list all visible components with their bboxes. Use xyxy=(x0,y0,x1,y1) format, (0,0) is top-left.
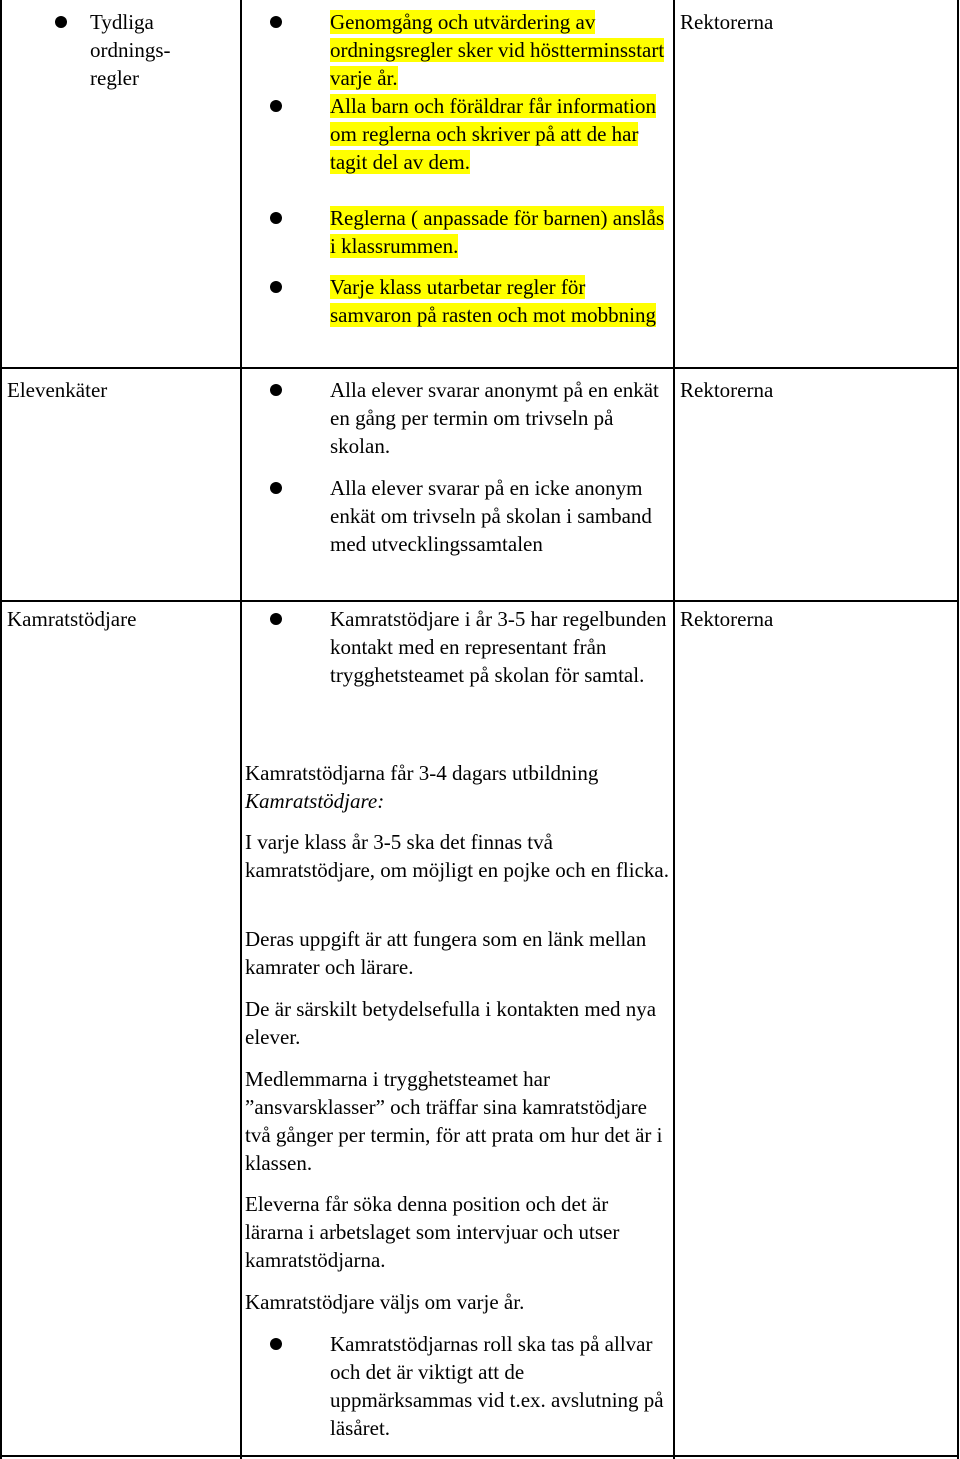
row-label xyxy=(55,8,215,92)
list-item-text: Kamratstödjarnas roll ska tas på allvar och det är viktigt att de uppmärksammas vid t.ex. avslutning på läsåret. xyxy=(330,1332,664,1440)
list-item xyxy=(270,1330,670,1442)
list-item xyxy=(270,92,670,176)
paragraph: Kamratstödjare väljs om varje år. xyxy=(245,1290,525,1314)
list-item-text: Kamratstödjare i år 3-5 har regelbunden kontakt med en representant från trygghetsteamet på skolan för samtal. xyxy=(330,607,667,687)
row-label-text: Kamratstödjare xyxy=(7,607,137,631)
bullet-dot xyxy=(270,482,282,494)
bullet-dot xyxy=(55,16,67,28)
bullet-dot xyxy=(270,100,282,112)
table-border-right xyxy=(957,0,959,1459)
list-item-text: Genomgång och utvärdering av ordningsregler sker vid höstterminsstart varje år. xyxy=(330,10,665,90)
list-item xyxy=(270,273,670,329)
list-item xyxy=(270,376,670,460)
paragraph: Eleverna får söka denna position och det är lärarna i arbetslaget som intervjuar och utser kamratstödjarna. xyxy=(245,1192,620,1272)
bullet-dot xyxy=(270,1338,282,1350)
table-border-left xyxy=(0,0,2,1459)
table-border-bottom xyxy=(0,1455,959,1457)
paragraph-italic-text: Kamratstödjare: xyxy=(245,789,385,813)
bullet-dot xyxy=(270,16,282,28)
paragraph: Medlemmarna i trygghetsteamet har ”ansvarsklasser” och träffar sina kamratstödjare två gånger per termin, för att prata om hur det är i klassen. xyxy=(245,1067,663,1175)
paragraph: Deras uppgift är att fungera som en länk mellan kamrater och lärare. xyxy=(245,927,647,979)
row-label-text: Tydliga ordnings-regler xyxy=(90,10,171,90)
list-item xyxy=(270,474,670,558)
bullet-dot xyxy=(270,613,282,625)
responsible-text: Rektorerna xyxy=(680,378,774,402)
paragraph-text: Kamratstödjarna får 3-4 dagars utbildning xyxy=(245,761,599,785)
responsible-text: Rektorerna xyxy=(680,10,774,34)
list-item-text: Reglerna ( anpassade för barnen) anslås i klassrummen. xyxy=(330,206,665,258)
list-item xyxy=(270,605,670,689)
bullet-dot xyxy=(270,281,282,293)
table-border-col2 xyxy=(673,0,675,1459)
bullet-dot xyxy=(270,384,282,396)
bullet-dot xyxy=(270,212,282,224)
table-row-divider-1 xyxy=(0,367,959,369)
row-label-text: Elevenkäter xyxy=(7,378,108,402)
table-border-col1 xyxy=(240,0,242,1459)
list-item xyxy=(270,8,670,92)
list-item-text: Alla elever svarar på en icke anonym enkät om trivseln på skolan i samband med utvecklingssamtalen xyxy=(330,476,652,556)
paragraph: De är särskilt betydelsefulla i kontakten med nya elever. xyxy=(245,997,657,1049)
paragraph: I varje klass år 3-5 ska det finnas två kamratstödjare, om möjligt en pojke och en flicka. xyxy=(245,830,669,882)
list-item-text: Alla elever svarar anonymt på en enkät en gång per termin om trivseln på skolan. xyxy=(330,378,659,458)
list-item-text: Varje klass utarbetar regler för samvaron på rasten och mot mobbning xyxy=(330,275,657,327)
list-item-text: Alla barn och föräldrar får information om reglerna och skriver på att de har tagit del av dem. xyxy=(330,94,656,174)
responsible-text: Rektorerna xyxy=(680,607,774,631)
list-item xyxy=(270,204,670,260)
table-row-divider-2 xyxy=(0,600,959,602)
paragraph xyxy=(245,759,670,815)
